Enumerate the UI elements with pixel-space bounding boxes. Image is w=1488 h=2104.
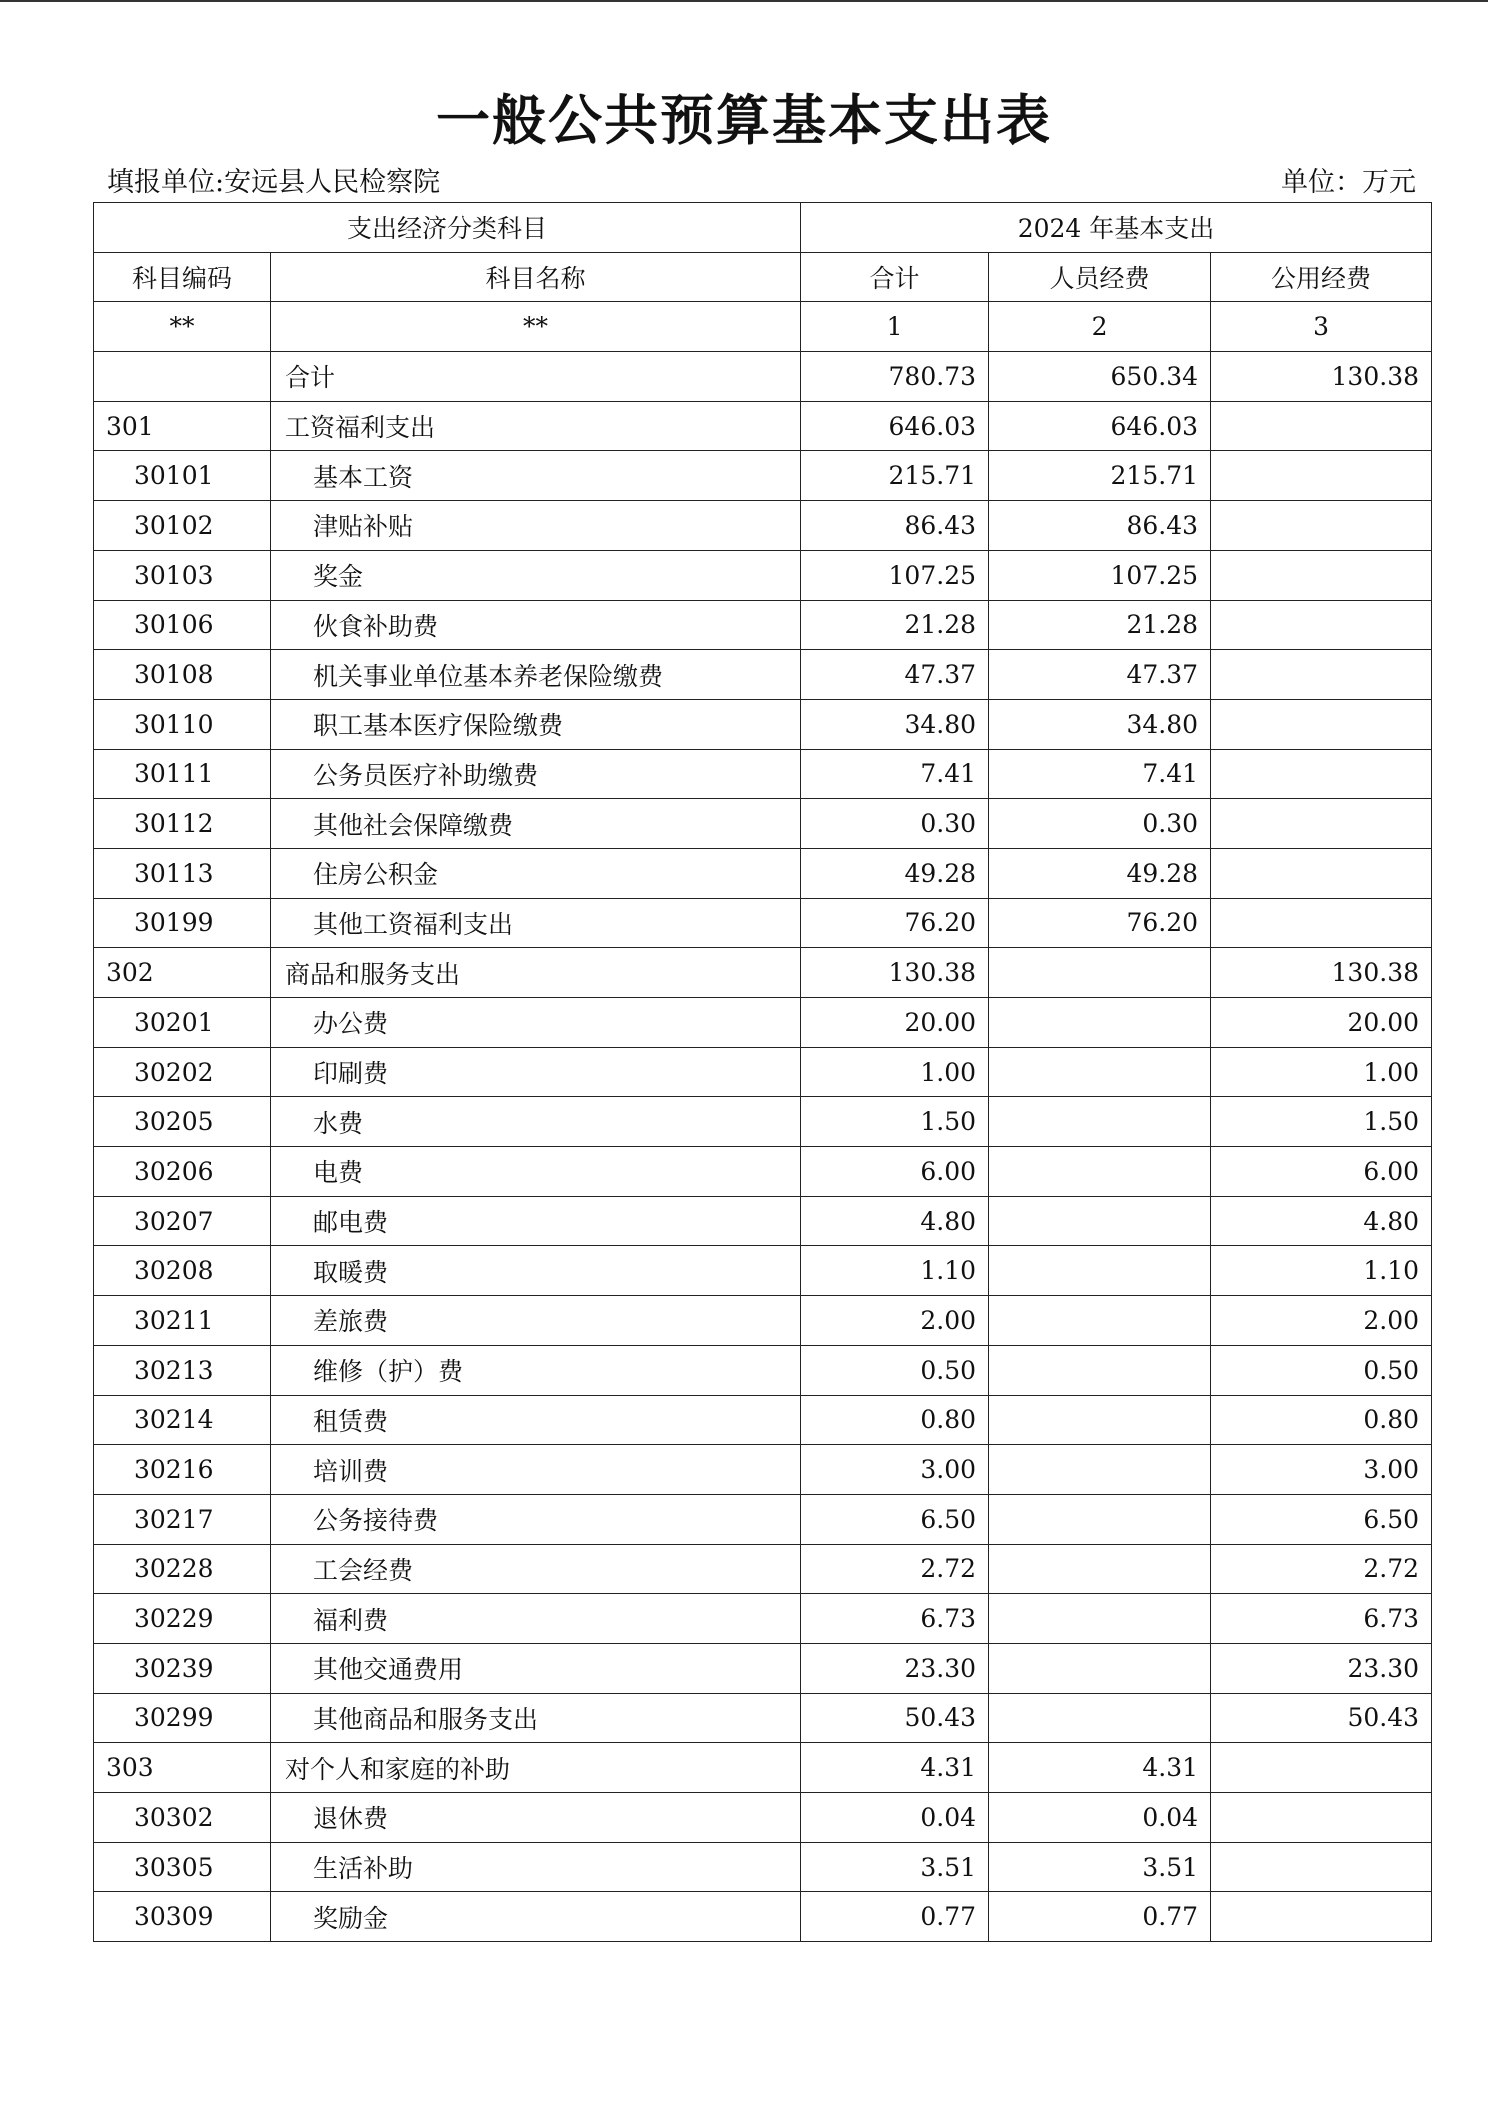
row-total: 6.00 (801, 1147, 989, 1197)
row-name: 租赁费 (271, 1395, 801, 1445)
row-name: 其他工资福利支出 (271, 898, 801, 948)
row-name: 生活补助 (271, 1842, 801, 1892)
row-total: 1.00 (801, 1047, 989, 1097)
row-total: 4.80 (801, 1196, 989, 1246)
row-code: 30112 (94, 799, 271, 849)
row-code: 30309 (94, 1892, 271, 1942)
table-row (94, 998, 1432, 1048)
table-row (94, 1842, 1432, 1892)
row-personnel (989, 1445, 1211, 1495)
row-code: 30206 (94, 1147, 271, 1197)
row-total: 21.28 (801, 600, 989, 650)
page-title: 一般公共预算基本支出表 (436, 89, 1052, 152)
table-row (94, 1892, 1432, 1942)
row-personnel: 34.80 (989, 699, 1211, 749)
header-public: 公用经费 (1211, 252, 1432, 302)
row-public (1211, 550, 1432, 600)
row-code: 30199 (94, 898, 271, 948)
table-row (94, 1544, 1432, 1594)
row-total: 215.71 (801, 451, 989, 501)
table-row (94, 451, 1432, 501)
row-name: 其他交通费用 (271, 1643, 801, 1693)
row-public (1211, 401, 1432, 451)
row-code: 30101 (94, 451, 271, 501)
row-total: 0.80 (801, 1395, 989, 1445)
row-total: 34.80 (801, 699, 989, 749)
row-name: 培训费 (271, 1445, 801, 1495)
row-name: 其他社会保障缴费 (271, 799, 801, 849)
table-row (94, 799, 1432, 849)
row-personnel (989, 1594, 1211, 1644)
total-row (94, 352, 1432, 402)
table-row (94, 1047, 1432, 1097)
header-column-row (94, 252, 1432, 302)
row-personnel (989, 998, 1211, 1048)
row-personnel: 646.03 (989, 401, 1211, 451)
row-total: 4.31 (801, 1743, 989, 1793)
row-total: 2.72 (801, 1544, 989, 1594)
row-code: 30111 (94, 749, 271, 799)
row-public: 6.00 (1211, 1147, 1432, 1197)
row-public: 2.72 (1211, 1544, 1432, 1594)
table-row (94, 1246, 1432, 1296)
table-row (94, 1395, 1432, 1445)
row-personnel: 4.31 (989, 1743, 1211, 1793)
index-public: 3 (1211, 302, 1432, 352)
row-personnel: 86.43 (989, 501, 1211, 551)
row-public (1211, 699, 1432, 749)
total-public: 130.38 (1211, 352, 1432, 402)
row-name: 奖励金 (271, 1892, 801, 1942)
total-personnel: 650.34 (989, 352, 1211, 402)
row-name: 电费 (271, 1147, 801, 1197)
row-personnel: 215.71 (989, 451, 1211, 501)
row-public (1211, 650, 1432, 700)
row-public (1211, 451, 1432, 501)
row-personnel (989, 1196, 1211, 1246)
row-name: 职工基本医疗保险缴费 (271, 699, 801, 749)
currency-unit: 单位：万元 (1281, 167, 1416, 198)
table-row (94, 1345, 1432, 1395)
row-total: 20.00 (801, 998, 989, 1048)
table-row (94, 898, 1432, 948)
row-name: 公务接待费 (271, 1494, 801, 1544)
row-name: 工资福利支出 (271, 401, 801, 451)
row-public: 0.50 (1211, 1345, 1432, 1395)
row-total: 50.43 (801, 1693, 989, 1743)
row-personnel (989, 1544, 1211, 1594)
top-border-line (0, 0, 1488, 2)
row-name: 印刷费 (271, 1047, 801, 1097)
row-personnel: 0.04 (989, 1793, 1211, 1843)
row-name: 工会经费 (271, 1544, 801, 1594)
row-personnel: 3.51 (989, 1842, 1211, 1892)
table-row (94, 1793, 1432, 1843)
row-name: 津贴补贴 (271, 501, 801, 551)
row-code: 30214 (94, 1395, 271, 1445)
row-name: 差旅费 (271, 1296, 801, 1346)
row-total: 86.43 (801, 501, 989, 551)
row-name: 奖金 (271, 550, 801, 600)
row-code: 30202 (94, 1047, 271, 1097)
row-total: 7.41 (801, 749, 989, 799)
table-row (94, 600, 1432, 650)
row-public: 0.80 (1211, 1395, 1432, 1445)
row-code: 30216 (94, 1445, 271, 1495)
row-public: 1.00 (1211, 1047, 1432, 1097)
row-public: 1.10 (1211, 1246, 1432, 1296)
row-total: 1.10 (801, 1246, 989, 1296)
index-personnel: 2 (989, 302, 1211, 352)
row-code: 30305 (94, 1842, 271, 1892)
row-name: 邮电费 (271, 1196, 801, 1246)
row-name: 水费 (271, 1097, 801, 1147)
total-name: 合计 (271, 352, 801, 402)
row-code: 30239 (94, 1643, 271, 1693)
total-code (94, 352, 271, 402)
row-name: 对个人和家庭的补助 (271, 1743, 801, 1793)
row-code: 30103 (94, 550, 271, 600)
row-total: 23.30 (801, 1643, 989, 1693)
row-name: 维修（护）费 (271, 1345, 801, 1395)
header-code: 科目编码 (94, 252, 271, 302)
row-code: 30207 (94, 1196, 271, 1246)
table-row (94, 1693, 1432, 1743)
row-total: 646.03 (801, 401, 989, 451)
budget-table (93, 202, 1432, 1942)
row-name: 其他商品和服务支出 (271, 1693, 801, 1743)
row-public: 50.43 (1211, 1693, 1432, 1743)
row-total: 47.37 (801, 650, 989, 700)
header-total: 合计 (801, 252, 989, 302)
table-row (94, 650, 1432, 700)
row-personnel: 107.25 (989, 550, 1211, 600)
table-row (94, 1296, 1432, 1346)
row-personnel (989, 1494, 1211, 1544)
row-code: 30299 (94, 1693, 271, 1743)
table-row (94, 1097, 1432, 1147)
row-public (1211, 749, 1432, 799)
table-row (94, 948, 1432, 998)
row-public: 130.38 (1211, 948, 1432, 998)
row-public: 3.00 (1211, 1445, 1432, 1495)
row-personnel: 76.20 (989, 898, 1211, 948)
table-row (94, 1494, 1432, 1544)
row-total: 0.04 (801, 1793, 989, 1843)
table-row (94, 501, 1432, 551)
row-total: 130.38 (801, 948, 989, 998)
table-row (94, 1594, 1432, 1644)
index-total: 1 (801, 302, 989, 352)
header-personnel: 人员经费 (989, 252, 1211, 302)
row-name: 取暖费 (271, 1246, 801, 1296)
row-code: 30213 (94, 1345, 271, 1395)
row-total: 1.50 (801, 1097, 989, 1147)
row-total: 6.50 (801, 1494, 989, 1544)
table-row (94, 848, 1432, 898)
row-personnel (989, 1047, 1211, 1097)
row-total: 0.77 (801, 1892, 989, 1942)
row-personnel (989, 1147, 1211, 1197)
row-code: 30110 (94, 699, 271, 749)
row-code: 30302 (94, 1793, 271, 1843)
row-personnel: 21.28 (989, 600, 1211, 650)
row-name: 商品和服务支出 (271, 948, 801, 998)
table-row (94, 550, 1432, 600)
row-personnel: 49.28 (989, 848, 1211, 898)
row-code: 30102 (94, 501, 271, 551)
row-public: 1.50 (1211, 1097, 1432, 1147)
row-public: 2.00 (1211, 1296, 1432, 1346)
table-row (94, 1445, 1432, 1495)
row-public (1211, 1842, 1432, 1892)
row-name: 机关事业单位基本养老保险缴费 (271, 650, 801, 700)
row-code: 30108 (94, 650, 271, 700)
row-personnel (989, 1693, 1211, 1743)
row-public (1211, 848, 1432, 898)
row-public (1211, 799, 1432, 849)
table-row (94, 699, 1432, 749)
index-name: ** (271, 302, 801, 352)
row-code: 30211 (94, 1296, 271, 1346)
header-name: 科目名称 (271, 252, 801, 302)
row-personnel: 7.41 (989, 749, 1211, 799)
index-code: ** (94, 302, 271, 352)
row-name: 公务员医疗补助缴费 (271, 749, 801, 799)
row-code: 30229 (94, 1594, 271, 1644)
row-name: 基本工资 (271, 451, 801, 501)
row-personnel (989, 1097, 1211, 1147)
table-row (94, 1643, 1432, 1693)
row-code: 30208 (94, 1246, 271, 1296)
row-code: 30106 (94, 600, 271, 650)
row-total: 6.73 (801, 1594, 989, 1644)
table-row (94, 1147, 1432, 1197)
row-public: 20.00 (1211, 998, 1432, 1048)
row-name: 伙食补助费 (271, 600, 801, 650)
row-public (1211, 898, 1432, 948)
table-row (94, 1196, 1432, 1246)
row-code: 30217 (94, 1494, 271, 1544)
row-personnel: 0.77 (989, 1892, 1211, 1942)
row-name: 福利费 (271, 1594, 801, 1644)
row-code: 30205 (94, 1097, 271, 1147)
row-code: 30228 (94, 1544, 271, 1594)
row-name: 办公费 (271, 998, 801, 1048)
row-total: 3.51 (801, 1842, 989, 1892)
row-code: 303 (94, 1743, 271, 1793)
row-public: 4.80 (1211, 1196, 1432, 1246)
row-public (1211, 600, 1432, 650)
row-personnel (989, 1246, 1211, 1296)
row-name: 住房公积金 (271, 848, 801, 898)
row-public: 23.30 (1211, 1643, 1432, 1693)
row-personnel: 0.30 (989, 799, 1211, 849)
header-index-row (94, 302, 1432, 352)
row-name: 退休费 (271, 1793, 801, 1843)
row-public: 6.50 (1211, 1494, 1432, 1544)
row-total: 2.00 (801, 1296, 989, 1346)
row-code: 30113 (94, 848, 271, 898)
row-code: 301 (94, 401, 271, 451)
row-personnel (989, 1643, 1211, 1693)
row-personnel: 47.37 (989, 650, 1211, 700)
row-code: 30201 (94, 998, 271, 1048)
header-economic-classification: 支出经济分类科目 (94, 203, 801, 253)
row-personnel (989, 1395, 1211, 1445)
row-public (1211, 1743, 1432, 1793)
row-code: 302 (94, 948, 271, 998)
row-public: 6.73 (1211, 1594, 1432, 1644)
header-group-row (94, 203, 1432, 253)
row-total: 3.00 (801, 1445, 989, 1495)
table-row (94, 1743, 1432, 1793)
row-personnel (989, 948, 1211, 998)
row-personnel (989, 1296, 1211, 1346)
table-row (94, 749, 1432, 799)
row-public (1211, 501, 1432, 551)
row-public (1211, 1793, 1432, 1843)
reporting-unit: 填报单位:安远县人民检察院 (107, 167, 441, 198)
row-total: 0.30 (801, 799, 989, 849)
row-total: 49.28 (801, 848, 989, 898)
row-total: 76.20 (801, 898, 989, 948)
row-total: 0.50 (801, 1345, 989, 1395)
table-row (94, 401, 1432, 451)
row-total: 107.25 (801, 550, 989, 600)
row-public (1211, 1892, 1432, 1942)
header-basic-expenditure-2024: 2024 年基本支出 (801, 203, 1432, 253)
row-personnel (989, 1345, 1211, 1395)
total-total: 780.73 (801, 352, 989, 402)
